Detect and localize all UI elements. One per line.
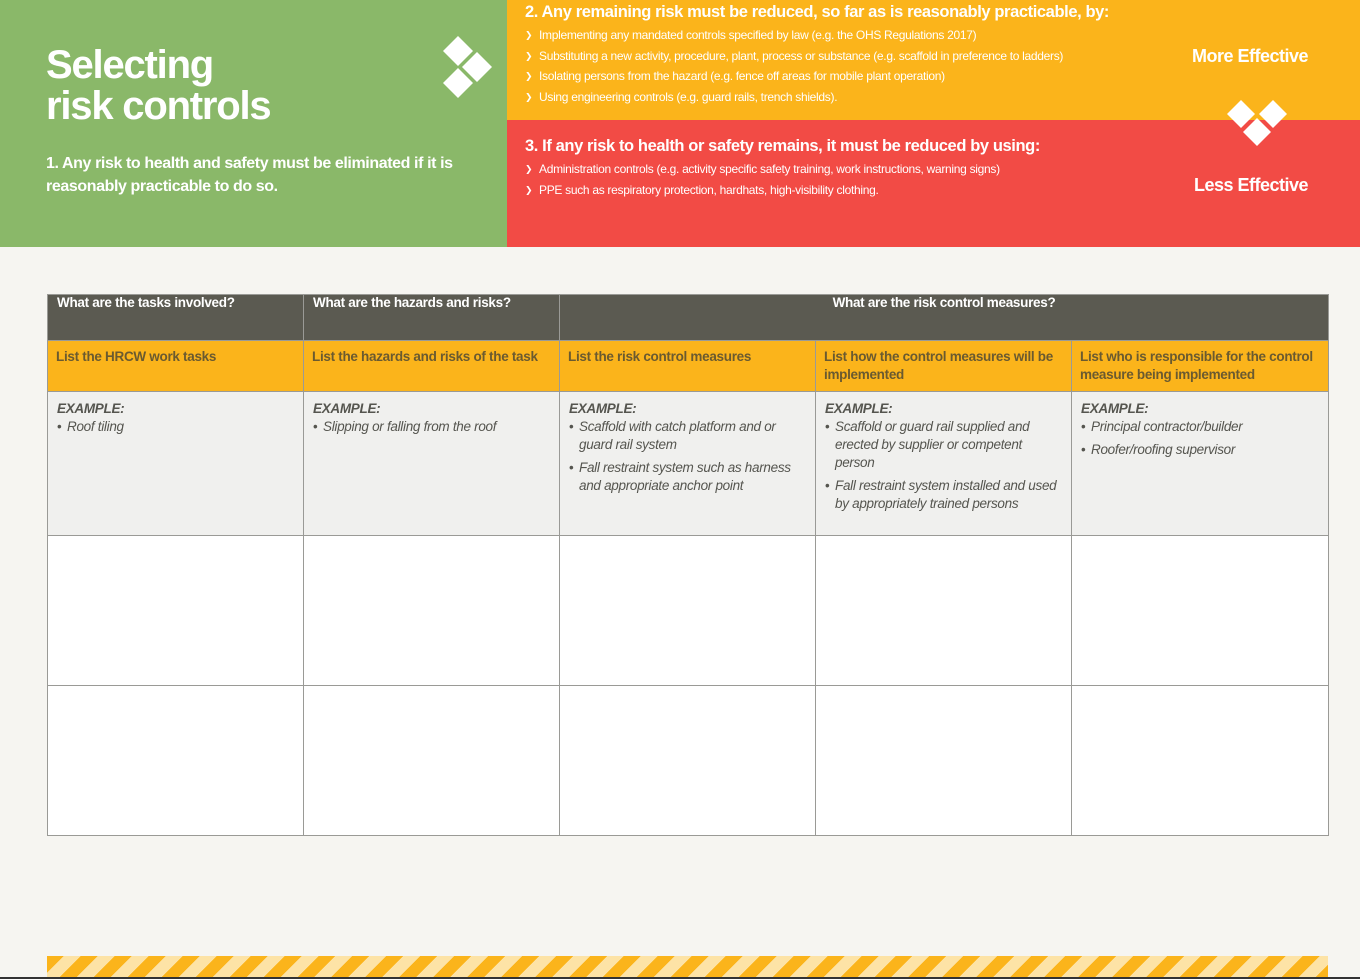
blank-cell[interactable] [816,686,1072,836]
blank-row [48,686,1329,836]
list-item: ❯ Isolating persons from the hazard (e.g. fence off areas for mobile plant operation) [525,66,1063,87]
table-subheader-row [48,341,1329,392]
header-tasks: What are the tasks involved? [48,295,304,341]
blank-cell[interactable] [560,686,816,836]
list-item: • Slipping or falling from the roof [313,418,550,436]
blank-cell[interactable] [304,686,560,836]
list-item: • Principal contractor/builder [1081,418,1319,436]
chevron-right-icon: ❯ [525,71,533,81]
list-item: • Scaffold with catch platform and or guard rail system [569,418,806,454]
list-item: ❯ Substituting a new activity, procedure, plant, process or substance (e.g. scaffold in preference to ladders) [525,46,1063,67]
example-label: EXAMPLE: [825,401,893,416]
title-line-1: Selecting [46,43,214,87]
list-item: • Roof tiling [57,418,294,436]
blank-cell[interactable] [1072,686,1329,836]
list-item: • Fall restraint system such as harness and appropriate anchor point [569,459,806,495]
example-cell-measures [560,392,816,536]
more-effective-label: More Effective [1192,46,1309,66]
step-3-list [525,159,1000,200]
title-line-2: risk controls [46,84,271,128]
table-header-row [48,295,1329,341]
example-cell-hazards [304,392,560,536]
chevron-right-icon: ❯ [525,91,533,102]
list-item: ❯ PPE such as respiratory protection, hardhats, high-visibility clothing. [525,180,1000,201]
risk-control-table [47,294,1329,836]
step-3-heading: 3. If any risk to health or safety remains, it must be reduced by using: [525,137,1040,155]
example-label: EXAMPLE: [313,401,381,416]
blank-cell[interactable] [560,536,816,686]
blank-cell[interactable] [1072,536,1329,686]
list-item: ❯ Administration controls (e.g. activity specific safety training, work instructions, warning signs) [525,159,1000,180]
chevron-right-icon: ❯ [525,184,533,195]
subheader-measures: List the risk control measures [560,341,816,392]
diamond-cluster-icon [1225,98,1289,150]
example-cell-tasks [48,392,304,536]
diamond-cluster-icon [441,34,495,98]
blank-row [48,536,1329,686]
page-title [46,45,270,127]
example-label: EXAMPLE: [569,401,637,416]
subheader-tasks: List the HRCW work tasks [48,341,304,392]
blank-cell[interactable] [816,536,1072,686]
example-row [48,392,1329,536]
blank-cell[interactable] [48,686,304,836]
blank-cell[interactable] [48,536,304,686]
subheader-implementation: List how the control measures will be implemented [816,341,1072,392]
less-effective-label: Less Effective [1194,175,1309,195]
subheader-hazards: List the hazards and risks of the task [304,341,560,392]
hazard-stripe-footer [47,956,1328,979]
list-item: ❯ Using engineering controls (e.g. guard rails, trench shields). [525,87,1063,108]
step-2-heading: 2. Any remaining risk must be reduced, so far as is reasonably practicable, by: [525,3,1110,21]
example-cell-responsible [1072,392,1329,536]
step-1-text: 1. Any risk to health and safety must be eliminated if it is reasonably practicable to do so. [46,155,453,195]
list-item: ❯ Implementing any mandated controls specified by law (e.g. the OHS Regulations 2017) [525,25,1063,46]
header-control-measures: What are the risk control measures? [560,295,1329,341]
list-item: • Scaffold or guard rail supplied and erected by supplier or competent person [825,418,1062,472]
header-hazards: What are the hazards and risks? [304,295,560,341]
example-label: EXAMPLE: [57,401,125,416]
list-item: • Roofer/roofing supervisor [1081,441,1319,459]
chevron-right-icon: ❯ [525,30,533,40]
subheader-responsible: List who is responsible for the control measure being implemented [1072,341,1329,392]
example-label: EXAMPLE: [1081,401,1149,416]
list-item: • Fall restraint system installed and used by appropriately trained persons [825,477,1062,513]
step-2-list [525,25,1063,107]
chevron-right-icon: ❯ [525,50,533,61]
blank-cell[interactable] [304,536,560,686]
chevron-right-icon: ❯ [525,164,533,174]
example-cell-implementation [816,392,1072,536]
